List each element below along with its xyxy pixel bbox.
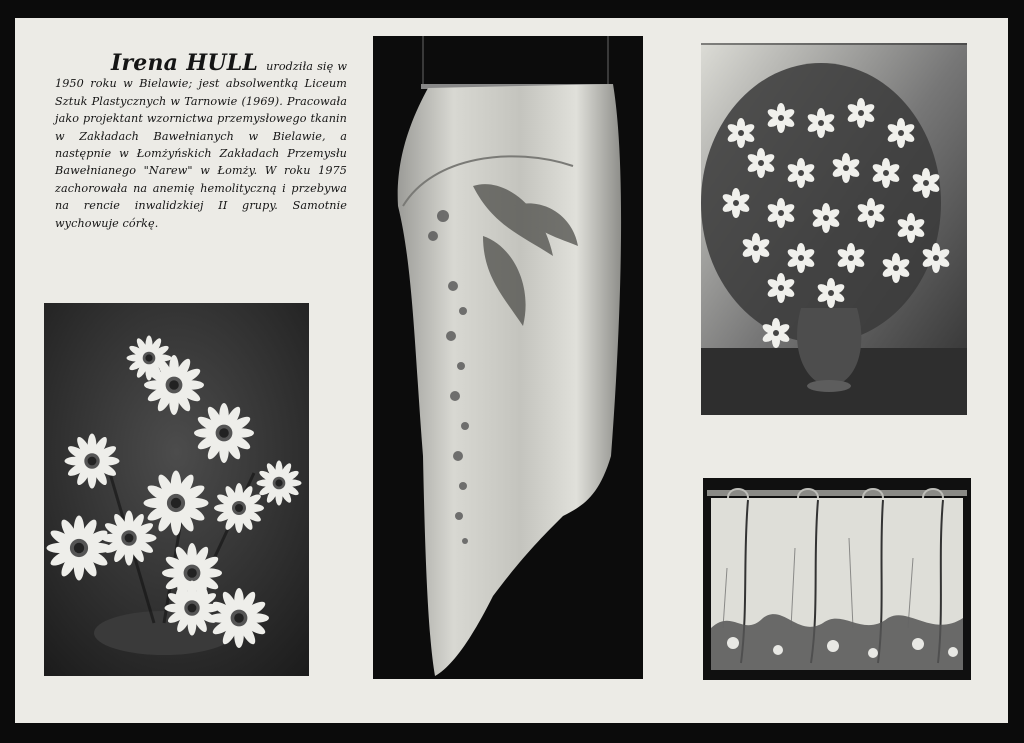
- painted-fabric-dress-photo: [373, 36, 643, 679]
- artist-biography: [55, 52, 347, 232]
- artist-name: Irena HULL: [111, 50, 259, 76]
- page: [15, 18, 1008, 723]
- bouquet-painting-photo: [701, 43, 967, 415]
- painted-curtain-photo: [703, 478, 971, 680]
- biography-text: urodziła się w 1950 roku w Bielawie; jest absolwentką Liceum Sztuk Plastycznych w Tarnowie (1969). Pracowała jako projektant wzornictwa przemysłowego tkanin w Zakładach Bawełnianych w Bielawie, a następnie w Łomżyńskich Zakładach Przemysłu Bawełnianego "Narew" w Łomży. W roku 1975 zachorowała na anemię hemolityczną i przebywa na rencie inwalidzkiej II grupy. Samotnie wychowuje córkę.: [55, 60, 348, 230]
- daisies-painting-photo: [44, 303, 309, 676]
